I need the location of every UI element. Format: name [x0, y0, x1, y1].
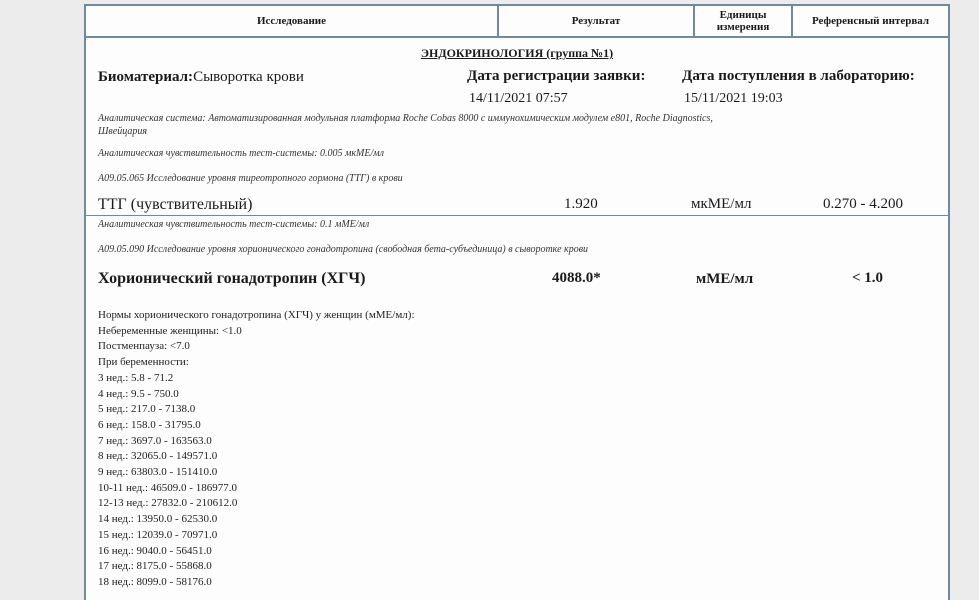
- tsh-name: ТТГ (чувствительный): [98, 196, 253, 213]
- arrival-label: Дата поступления в лабораторию:: [682, 68, 915, 84]
- norm-line: При беременности:: [98, 356, 189, 369]
- norm-line: 10-11 нед.: 46509.0 - 186977.0: [98, 481, 237, 494]
- norm-line: Небеременные женщины: <1.0: [98, 324, 242, 337]
- row-divider: [86, 215, 948, 216]
- biomaterial-value: Сыворотка крови: [193, 69, 304, 85]
- norm-line: Постменпауза: <7.0: [98, 340, 190, 353]
- analytic-system-cont: Швейцария: [98, 126, 147, 137]
- header-study: Исследование: [86, 6, 499, 36]
- tsh-sensitivity: Аналитическая чувствительность тест-системы: 0.005 мкМЕ/мл: [98, 148, 384, 159]
- hcg-sensitivity: Аналитическая чувствительность тест-системы: 0.1 мМЕ/мл: [98, 219, 370, 230]
- hcg-units: мМЕ/мл: [696, 271, 754, 287]
- norm-line: 8 нед.: 32065.0 - 149571.0: [98, 450, 218, 463]
- hcg-reference: < 1.0: [852, 270, 884, 286]
- norm-line: 15 нед.: 12039.0 - 70971.0: [98, 528, 218, 541]
- header-result: Результат: [499, 6, 695, 36]
- hcg-norms: [98, 308, 415, 591]
- norm-line: 9 нед.: 63803.0 - 151410.0: [98, 466, 218, 479]
- tsh-units: мкМЕ/мл: [691, 196, 752, 212]
- header-reference: Референсный интервал: [811, 15, 930, 27]
- tsh-result: 1.920: [564, 196, 598, 212]
- norm-line: 16 нед.: 9040.0 - 56451.0: [98, 544, 212, 557]
- tsh-code: A09.05.065 Исследование уровня тиреотропного гормона (ТТГ) в крови: [98, 173, 403, 184]
- analytic-system: Аналитическая система: Автоматизированная модульная платформа Roche Cobas 8000 с иммунохимическим модулем e801, Roche Diagnostics,: [98, 113, 713, 124]
- norm-line: 17 нед.: 8175.0 - 55868.0: [98, 560, 212, 573]
- registration-label: Дата регистрации заявки:: [467, 68, 646, 84]
- header-units: Единицы измерения: [695, 6, 793, 36]
- hcg-code: A09.05.090 Исследование уровня хорионического гонадотропина (свободная бета-субъединица) в сыворотке крови: [98, 244, 589, 255]
- biomaterial: [98, 68, 304, 86]
- norm-line: 3 нед.: 5.8 - 71.2: [98, 371, 174, 384]
- norm-line: 4 нед.: 9.5 - 750.0: [98, 387, 179, 400]
- table-header: [86, 4, 948, 38]
- registration-value: 14/11/2021 07:57: [469, 91, 568, 106]
- section-title: ЭНДОКРИНОЛОГИЯ (группа №1): [420, 46, 614, 60]
- norm-line: 14 нед.: 13950.0 - 62530.0: [98, 513, 218, 526]
- hcg-name: Хорионический гонадотропин (ХГЧ): [98, 270, 366, 287]
- norm-line: 5 нед.: 217.0 - 7138.0: [98, 403, 196, 416]
- norm-line: Нормы хорионического гонадотропина (ХГЧ) у женщин (мМЕ/мл):: [98, 309, 415, 321]
- biomaterial-label: Биоматериал:: [98, 69, 194, 85]
- tsh-reference: 0.270 - 4.200: [823, 196, 903, 212]
- norm-line: 12-13 нед.: 27832.0 - 210612.0: [98, 497, 238, 510]
- lab-report-sheet: [84, 4, 950, 600]
- hcg-result: 4088.0*: [552, 270, 601, 286]
- norm-line: 7 нед.: 3697.0 - 163563.0: [98, 434, 212, 447]
- norm-line: 18 нед.: 8099.0 - 58176.0: [98, 575, 212, 588]
- arrival-value: 15/11/2021 19:03: [684, 91, 783, 106]
- norm-line: 6 нед.: 158.0 - 31795.0: [98, 418, 201, 431]
